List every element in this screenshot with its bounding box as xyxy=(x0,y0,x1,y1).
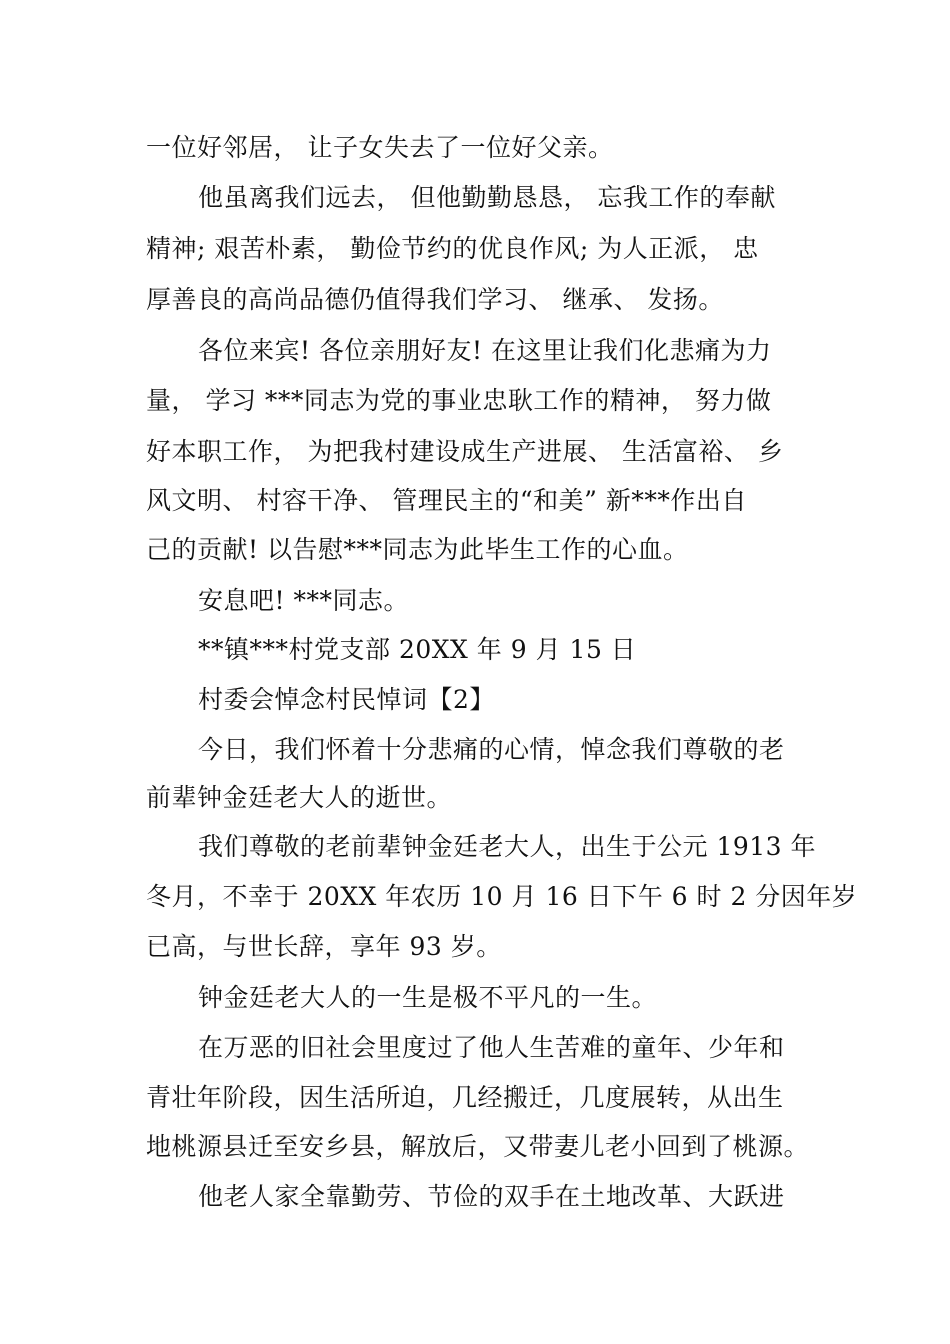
text-line: 地桃源县迁至安乡县，解放后，又带妻儿老小回到了桃源。 xyxy=(146,1132,810,1161)
text-line: 钟金廷老大人的一生是极不平凡的一生。 xyxy=(198,983,658,1012)
text-line: 风文明、 村容干净、 管理民主的“和美” 新***作出自 xyxy=(146,486,747,515)
text-line: 青壮年阶段，因生活所迫，几经搬迁，几度展转，从出生 xyxy=(146,1083,784,1112)
text-line: 他虽离我们远去， 但他勤勤恳恳， 忘我工作的奉献 xyxy=(198,183,776,212)
text-line: 已高，与世长辞，享年 93 岁。 xyxy=(146,932,502,961)
text-line: 厚善良的高尚品德仍值得我们学习、 继承、 发扬。 xyxy=(146,285,724,314)
text-line: 前辈钟金廷老大人的逝世。 xyxy=(146,783,453,812)
text-line: 量， 学习 ***同志为党的事业忠耿工作的精神， 努力做 xyxy=(146,386,772,415)
text-line: 好本职工作， 为把我村建设成生产进展、 生活富裕、 乡 xyxy=(146,437,784,466)
text-line: 冬月，不幸于 20XX 年农历 10 月 16 日下午 6 时 2 分因年岁 xyxy=(146,882,858,911)
text-line: 一位好邻居， 让子女失去了一位好父亲。 xyxy=(146,133,614,162)
text-line: 精神; 艰苦朴素， 勤俭节约的优良作风; 为人正派， 忠 xyxy=(146,234,759,263)
text-line: **镇***村党支部 20XX 年 9 月 15 日 xyxy=(198,635,637,664)
text-line: 我们尊敬的老前辈钟金廷老大人，出生于公元 1913 年 xyxy=(198,832,817,861)
text-line: 己的贡献! 以告慰***同志为此毕生工作的心血。 xyxy=(146,535,689,564)
text-line: 各位来宾! 各位亲朋好友! 在这里让我们化悲痛为力 xyxy=(198,336,772,365)
text-line: 安息吧! ***同志。 xyxy=(198,586,409,615)
section-heading: 村委会悼念村民悼词【2】 xyxy=(198,685,495,714)
text-line: 他老人家全靠勤劳、节俭的双手在土地改革、大跃进 xyxy=(198,1182,785,1211)
text-line: 今日，我们怀着十分悲痛的心情，悼念我们尊敬的老 xyxy=(198,735,785,764)
text-line: 在万恶的旧社会里度过了他人生苦难的童年、少年和 xyxy=(198,1033,785,1062)
